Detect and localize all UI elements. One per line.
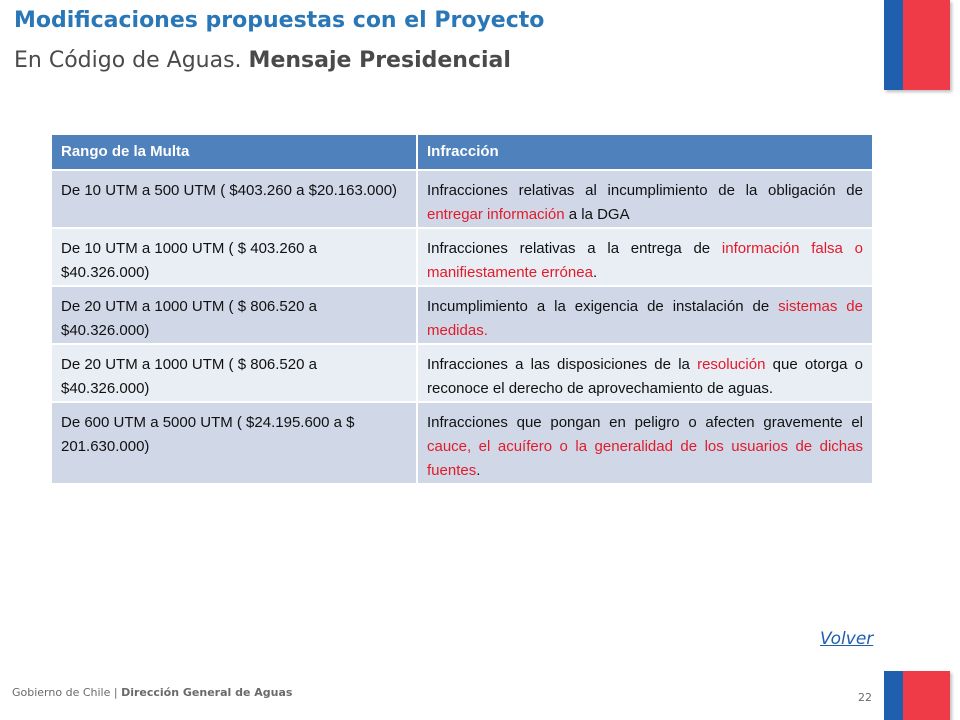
flag-red-band [903,671,950,720]
page-subtitle [14,48,511,73]
page-number: 22 [858,691,872,704]
infraccion-text: que otorga o reconoce el derecho de aprovechamiento de aguas. [427,356,863,397]
subtitle-prefix: En Código de Aguas. [14,48,249,73]
infraccion-text: Infracciones relativas al incumplimiento de la obligación de [427,182,863,199]
table-row [51,286,873,344]
rango-cell: De 10 UTM a 1000 UTM ( $ 403.260 a $40.326.000) [51,228,417,286]
highlighted-text: entregar información [427,206,565,223]
table-row [51,228,873,286]
highlighted-text: información falsa o manifiestamente errónea [427,240,863,281]
table-row [51,402,873,484]
column-header-rango: Rango de la Multa [51,134,417,170]
fines-table [50,133,874,485]
column-header-infraccion: Infracción [417,134,873,170]
infraccion-text: a la DGA [564,206,630,223]
table-header-row [51,134,873,170]
infraccion-cell [417,344,873,402]
highlighted-text: resolución [697,356,766,373]
subtitle-bold: Mensaje Presidencial [248,48,511,73]
chile-flag-stripe-icon [884,0,950,90]
infraccion-text: . [476,462,481,479]
flag-blue-band [884,671,903,720]
infraccion-text: Infracciones relativas a la entrega de [427,240,722,257]
table-body [51,170,873,484]
infraccion-text: . [592,264,598,281]
rango-cell: De 20 UTM a 1000 UTM ( $ 806.520 a $40.326.000) [51,344,417,402]
highlighted-text: cauce, el acuífero o la generalidad de los usuarios de dichas fuentes [427,438,863,479]
infraccion-cell [417,228,873,286]
rango-cell: De 10 UTM a 500 UTM ( $403.260 a $20.163.000) [51,170,417,228]
rango-cell: De 20 UTM a 1000 UTM ( $ 806.520 a $40.326.000) [51,286,417,344]
table-row [51,170,873,228]
infraccion-text: Infracciones que pongan en peligro o afecten gravemente el [427,414,863,431]
table-row [51,344,873,402]
infraccion-cell [417,402,873,484]
flag-red-band [903,0,950,90]
flag-blue-band [884,0,903,90]
footer-org [12,686,292,699]
infraccion-cell [417,286,873,344]
highlighted-text: sistemas de medidas. [427,298,863,339]
infraccion-cell [417,170,873,228]
chile-flag-stripe-icon [884,671,950,720]
volver-link[interactable]: Volver [820,629,874,649]
infraccion-text: Incumplimiento a la exigencia de instalación de [427,298,779,315]
page-title: Modificaciones propuestas con el Proyecto [14,8,545,33]
footer-org-prefix: Gobierno de Chile | [12,686,122,699]
footer-org-name: Dirección General de Aguas [121,686,293,699]
infraccion-text: Infracciones a las disposiciones de la [427,356,698,373]
rango-cell: De 600 UTM a 5000 UTM ( $24.195.600 a $ 201.630.000) [51,402,417,484]
